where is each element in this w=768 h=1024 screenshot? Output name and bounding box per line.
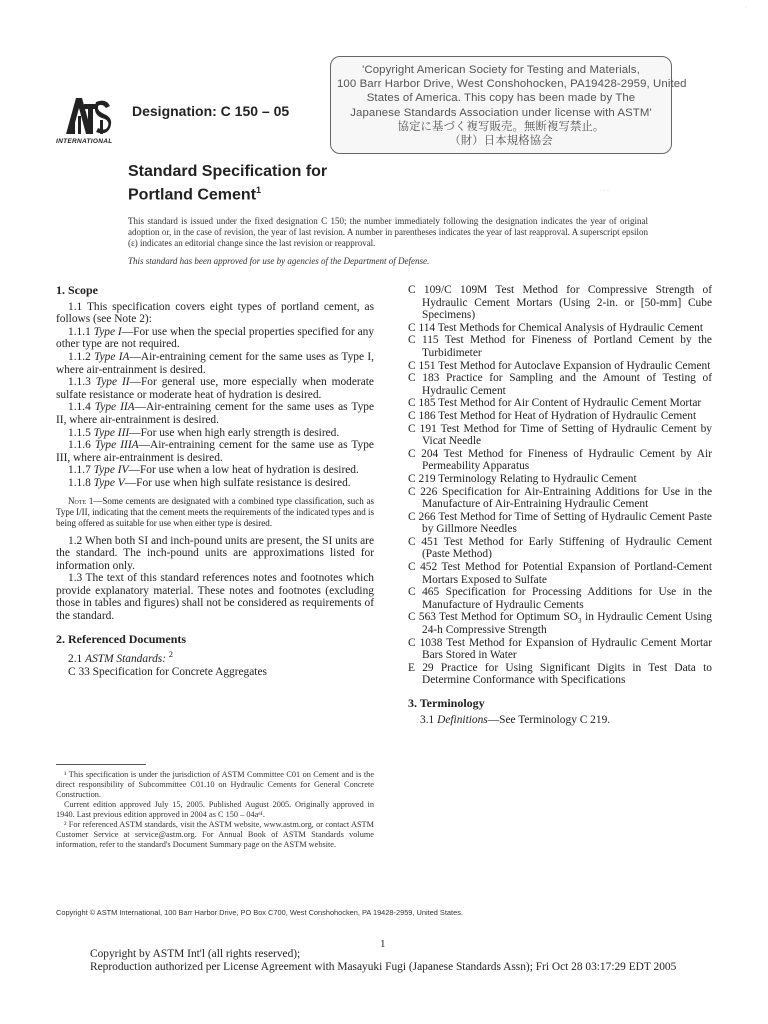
note-1: [56, 496, 374, 529]
scope-type-item: [56, 439, 374, 464]
reference-item: C 219 Terminology Relating to Hydraulic Cement: [408, 472, 637, 485]
item-text: —Air-entraining cement for the same uses as Type II, where air-entrainment is desired.: [56, 401, 375, 426]
item-number: 1.1.3: [68, 376, 91, 389]
license-line-2: Reproduction authorized per License Agreement with Masayuki Fugi (Japanese Standards Assn); Fri Oct 28 03:17:29 EDT 2005: [90, 960, 677, 973]
footnote-mark: 2: [168, 650, 173, 660]
reference-item: C 204 Test Method for Fineness of Hydraulic Cement by Air Permeability Apparatus: [408, 447, 712, 473]
page-number: 1: [380, 938, 386, 950]
stamp-line: Japanese Standards Association under license with ASTM': [350, 106, 652, 119]
title-line-1: Standard Specification for: [128, 163, 328, 180]
stamp-line: 'Copyright American Society for Testing and Materials,: [362, 64, 640, 76]
scope-type-item: [56, 464, 374, 477]
definitions-label: Definitions: [437, 713, 488, 726]
footnote: Current edition approved July 15, 2005. Published August 2005. Originally approved in 1940. Last previous edition approved in 2004 as C 150 – 04aᵉ¹.: [56, 800, 374, 819]
cement-type: Type III: [93, 426, 130, 439]
reference-item: C 226 Specification for Air-Entraining Additions for Use in the Manufacture of Air-Entraining Hydraulic Cement: [408, 485, 712, 511]
reference-item: C 114 Test Methods for Chemical Analysis of Hydraulic Cement: [408, 321, 703, 334]
title-text: Portland Cement: [128, 186, 257, 204]
scope-type-item: [56, 401, 374, 426]
item-number: 1.1.7: [68, 464, 91, 477]
reference-c33: C 33 Specification for Concrete Aggregates: [68, 665, 267, 678]
reference-item: C 109/C 109M Test Method for Compressive Strength of Hydraulic Cement Mortars (Using 2-in. or [50-mm] Cube Specimens): [408, 284, 712, 322]
reference-list: [408, 284, 712, 687]
approval-statement: This standard has been approved for use by agencies of the Department of Defense.: [128, 256, 430, 266]
item-number: 1.1.5: [68, 426, 91, 439]
footnotes: [56, 770, 374, 850]
item-number: 1.1.2: [68, 350, 91, 363]
stamp-line: 100 Barr Harbor Drive, West Conshohocken, PA19428-2959, United: [337, 78, 687, 91]
item-text: —For use when high sulfate resistance is desired.: [124, 476, 351, 489]
item-text: —For use when the special properties specified for any other type are not required.: [56, 325, 375, 351]
right-column: [408, 284, 712, 726]
reference-item: C 186 Test Method for Heat of Hydration of Hydraulic Cement: [408, 409, 697, 422]
astm-standards-label: ASTM Standards:: [85, 653, 167, 666]
note-text: —Some cements are designated with a combined type classification, such as Type I/II, indicating that the cement meets the requirements of the indicated types and is being offered as suitable for use when either type is desired.: [56, 495, 375, 528]
left-column: [56, 284, 374, 678]
reference-item: C 185 Test Method for Air Content of Hydraulic Cement Mortar: [408, 397, 702, 410]
paragraph-2-1: [56, 649, 374, 665]
scope-type-item: [56, 376, 374, 401]
footnote: ² For referenced ASTM standards, visit the ASTM website, www.astm.org, or contact ASTM Customer Service at service@astm.org. For Annual Book of ASTM Standards volume information, refer to the standard's Document Summary page on the ASTM website.: [56, 820, 374, 849]
section-heading-terminology: 3. Terminology: [408, 696, 485, 710]
cement-type: Type IIA: [94, 401, 135, 414]
cement-type: Type IA: [94, 350, 130, 363]
document-title: [128, 163, 327, 204]
scope-type-item: [56, 477, 374, 490]
scan-artifact: · · ·: [600, 188, 609, 194]
copyright-stamp: [330, 56, 687, 154]
paragraph-1-3: 1.3 The text of this standard references notes and footnotes which provide explanatory material. These notes and footnotes (excluding those in tables and figures) shall not be considered as requirements of the standard.: [56, 572, 374, 623]
reference-item: C 451 Test Method for Early Stiffening of Hydraulic Cement (Paste Method): [408, 535, 712, 561]
reference-item: C 465 Specification for Processing Additions for Use in the Manufacture of Hydraulic Cements: [408, 586, 712, 611]
reference-item: C 1038 Test Method for Expansion of Hydraulic Cement Mortar Bars Stored in Water: [408, 636, 712, 662]
title-line-2: [128, 181, 327, 204]
item-text: —For use when high early strength is desired.: [129, 426, 340, 439]
astm-copyright-line: Copyright © ASTM International, 100 Barr Harbor Drive, PO Box C700, West Conshohocken, PA 19428-2959, United States.: [56, 908, 463, 917]
reference-item: E 29 Practice for Using Significant Digits in Test Data to Determine Conformance with Specifications: [408, 661, 712, 687]
reference-item: C 563 Test Method for Optimum SO₃ in Hydraulic Cement Using 24-h Compressive Strength: [408, 611, 712, 637]
scope-type-item: [56, 351, 374, 376]
footnote: ¹ This specification is under the jurisdiction of ASTM Committee C01 on Cement and is the direct responsibility of Subcommittee C01.10 on Hydraulic Cements for General Concrete Construction.: [56, 770, 374, 799]
scan-artifact-top: ·: [745, 5, 747, 11]
reference-item: C 183 Practice for Sampling and the Amount of Testing of Hydraulic Cement: [408, 372, 712, 397]
reference-item: C 452 Test Method for Potential Expansion of Portland-Cement Mortars Exposed to Sulfate: [408, 561, 712, 586]
scope-type-list: [56, 326, 374, 490]
license-line-1: Copyright by ASTM Int'l (all rights reserved);: [90, 948, 301, 960]
reference-item: C 115 Test Method for Fineness of Portland Cement by the Turbidimeter: [408, 334, 712, 359]
item-number: 1.1.6: [68, 439, 91, 452]
item-number: 1.1.8: [68, 476, 91, 489]
paragraph-number: 2.1: [68, 653, 83, 666]
item-number: 1.1.1: [68, 325, 91, 338]
section-heading-referenced-documents: 2. Referenced Documents: [56, 631, 187, 646]
cement-type: Type II: [95, 376, 130, 389]
item-number: 1.1.4: [68, 401, 91, 414]
stamp-line: States of America. This copy has been made by The: [366, 92, 636, 105]
designation: Designation: C 150 – 05: [132, 103, 290, 119]
stamp-line: （財）日本規格協会: [449, 135, 553, 148]
cement-type: Type I: [93, 325, 122, 338]
note-label: Note 1: [68, 495, 94, 506]
stamp-line: 協定に基づく複写販売。無断複写禁止。: [397, 120, 605, 133]
paragraph-1-1: 1.1 This specification covers eight types of portland cement, as follows (see Note 2):: [56, 300, 374, 326]
item-text: —For general use, more especially when moderate sulfate resistance or moderate heat of hydration is desired.: [56, 376, 374, 401]
reference-item: C 151 Test Method for Autoclave Expansion of Hydraulic Cement: [408, 359, 711, 372]
definitions-text: —See Terminology C 219.: [487, 713, 611, 726]
title-footnote-mark: 1: [256, 185, 262, 195]
logo-subtext: INTERNATIONAL: [56, 138, 113, 145]
intro-paragraph: This standard is issued under the fixed designation C 150; the number immediately following the designation indicates the year of original adoption or, in the case of revision, the year of last revision. A number in parentheses indicates the year of last reapproval. A superscript epsilon (ε) indicates an editorial change since the last revision or reapproval.: [128, 216, 648, 248]
cement-type: Type IV: [93, 464, 129, 477]
reference-item: C 266 Test Method for Time of Setting of Hydraulic Cement Paste by Gillmore Needles: [408, 510, 712, 536]
paragraph-1-2: 1.2 When both SI and inch-pound units are present, the SI units are the standard. The inch-pound units are approximations listed for information only.: [56, 534, 375, 572]
item-text: —Air-entraining cement for the same uses as Type I, where air-entrainment is desired.: [56, 350, 374, 376]
reference-item: C 191 Test Method for Time of Setting of Hydraulic Cement by Vicat Needle: [408, 422, 712, 448]
paragraph-number: 3.1: [420, 713, 435, 726]
paragraph-3-1: [408, 714, 712, 727]
cement-type: Type IIIA: [94, 439, 139, 452]
astm-logo: [56, 94, 122, 152]
section-heading-scope: 1. Scope: [56, 283, 98, 297]
footnote-rule: [56, 764, 146, 765]
scope-type-item: [56, 326, 374, 351]
item-text: —Air-entraining cement for the same use as Type III, where air-entrainment is desired.: [56, 439, 374, 464]
cement-type: Type V: [93, 476, 125, 489]
scope-type-item: [56, 427, 374, 440]
license-footer: [90, 948, 676, 973]
item-text: —For use when a low heat of hydration is desired.: [128, 464, 359, 477]
